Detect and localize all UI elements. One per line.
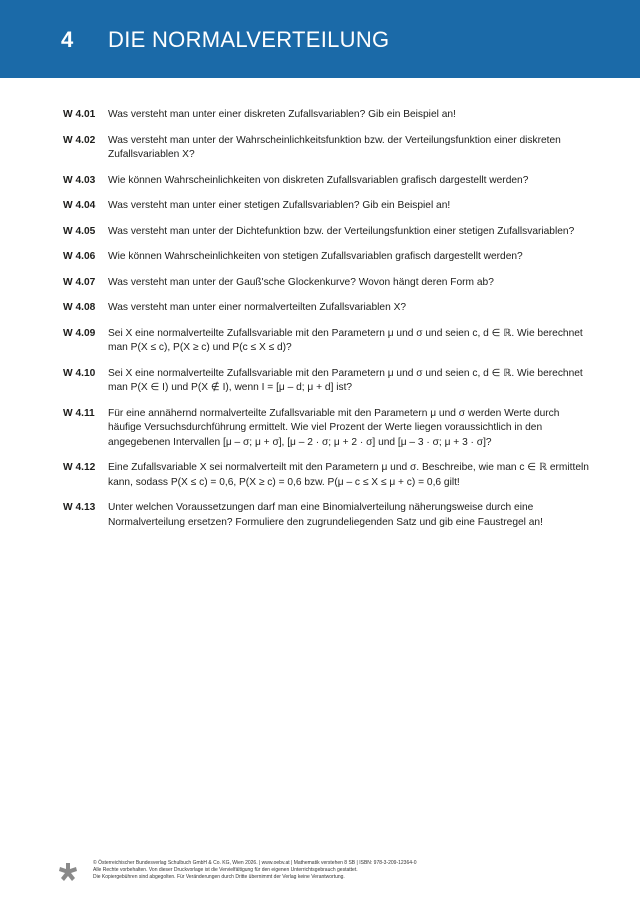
- question-id: W 4.07: [63, 276, 96, 288]
- question-text: Unter welchen Voraussetzungen darf man eine Binomialverteilung näherungsweise durch eine Normalverteilung ersetzen? Formuliere den zugrundeliegenden Satz und gib eine Faustregel an!: [108, 502, 543, 528]
- chapter-number: 4: [61, 27, 74, 52]
- question-id: W 4.02: [63, 134, 96, 146]
- question-item: [63, 461, 593, 490]
- question-text: Was versteht man unter einer stetigen Zufallsvariablen? Gib ein Beispiel an!: [108, 200, 451, 211]
- publisher-logo-icon: [57, 862, 79, 884]
- question-item: [63, 407, 593, 451]
- question-id: W 4.10: [63, 367, 96, 379]
- question-text: Sei X eine normalverteilte Zufallsvariable mit den Parametern μ und σ und seien c, d ∈ ℝ. Wie berechnet man P(X ∈ I) und P(X ∉ I), wenn I = [μ – d; μ + d] ist?: [108, 367, 583, 393]
- question-id: W 4.04: [63, 200, 96, 211]
- question-item: [63, 199, 593, 214]
- question-item: [63, 108, 593, 123]
- question-text: Für eine annähernd normalverteilte Zufallsvariable mit den Parametern μ und σ werden Werte durch häufige Versuchsdurchführung ermittelt. Wie viel Prozent der Werte liegen voraussichtlich in den angegebenen Intervallen [μ – σ; μ + σ], [μ – 2 · σ; μ + 2 · σ] und [μ – 3 · σ; μ + 3 · σ]?: [108, 407, 560, 448]
- question-item: [63, 301, 593, 316]
- question-id: W 4.09: [63, 327, 96, 339]
- question-item: [63, 174, 593, 189]
- question-text: Wie können Wahrscheinlichkeiten von stetigen Zufallsvariablen grafisch dargestellt werden?: [108, 251, 523, 262]
- question-item: [63, 250, 593, 265]
- question-id: W 4.12: [63, 462, 96, 473]
- question-text: Wie können Wahrscheinlichkeiten von diskreten Zufallsvariablen grafisch dargestellt werden?: [108, 174, 529, 186]
- question-id: W 4.11: [63, 407, 95, 419]
- question-text: Sei X eine normalverteilte Zufallsvariable mit den Parametern μ und σ und seien c, d ∈ ℝ. Wie berechnet man P(X ≤ c), P(X ≥ c) und P(c ≤ X ≤ d)?: [108, 327, 583, 353]
- question-text: Was versteht man unter der Dichtefunktion bzw. der Verteilungsfunktion einer stetigen Zufallsvariablen?: [108, 225, 575, 237]
- question-id: W 4.03: [63, 174, 96, 186]
- question-item: [63, 134, 593, 163]
- chapter-header-bar: [0, 0, 640, 78]
- question-id: W 4.05: [63, 225, 96, 237]
- question-id: W 4.08: [63, 302, 96, 313]
- question-item: [63, 225, 593, 240]
- question-text: Was versteht man unter einer normalverteilten Zufallsvariablen X?: [108, 302, 407, 313]
- question-item: [63, 367, 593, 396]
- question-item: [63, 501, 593, 530]
- fees-line: Die Kopiergebühren sind abgegolten. Für Veränderungen durch Dritte übernimmt der Verlag keine Verantwortung.: [93, 874, 345, 880]
- question-text: Was versteht man unter einer diskreten Zufallsvariablen? Gib ein Beispiel an!: [108, 109, 456, 120]
- question-id: W 4.13: [63, 502, 96, 513]
- rights-line: Alle Rechte vorbehalten. Von dieser Druckvorlage ist die Vervielfältigung für den eigenen Unterrichtsgebrauch gestattet.: [93, 867, 358, 873]
- question-id: W 4.01: [63, 109, 96, 120]
- chapter-title: DIE NORMALVERTEILUNG: [108, 27, 390, 52]
- question-text: Was versteht man unter der Wahrscheinlichkeitsfunktion bzw. der Verteilungsfunktion einer diskreten Zufallsvariablen X?: [108, 134, 561, 160]
- question-item: [63, 276, 593, 291]
- question-item: [63, 327, 593, 356]
- question-text: Eine Zufallsvariable X sei normalverteilt mit den Parametern μ und σ. Beschreibe, wie man c ∈ ℝ ermitteln kann, sodass P(X ≤ c) = 0,6, P(X ≥ c) = 0,6 bzw. P(μ – c ≤ X ≤ μ + c) = 0,6 gilt!: [108, 462, 589, 488]
- copyright-line: © Österreichischer Bundesverlag Schulbuch GmbH & Co. KG, Wien 2026. | www.oebv.at | Mathematik verstehen 8 SB | ISBN: 978-3-209-12364-0: [93, 860, 417, 866]
- question-id: W 4.06: [63, 251, 96, 262]
- question-text: Was versteht man unter der Gauß'sche Glockenkurve? Wovon hängt deren Form ab?: [108, 276, 494, 288]
- question-list: [63, 108, 593, 530]
- copyright-notice: [93, 860, 583, 881]
